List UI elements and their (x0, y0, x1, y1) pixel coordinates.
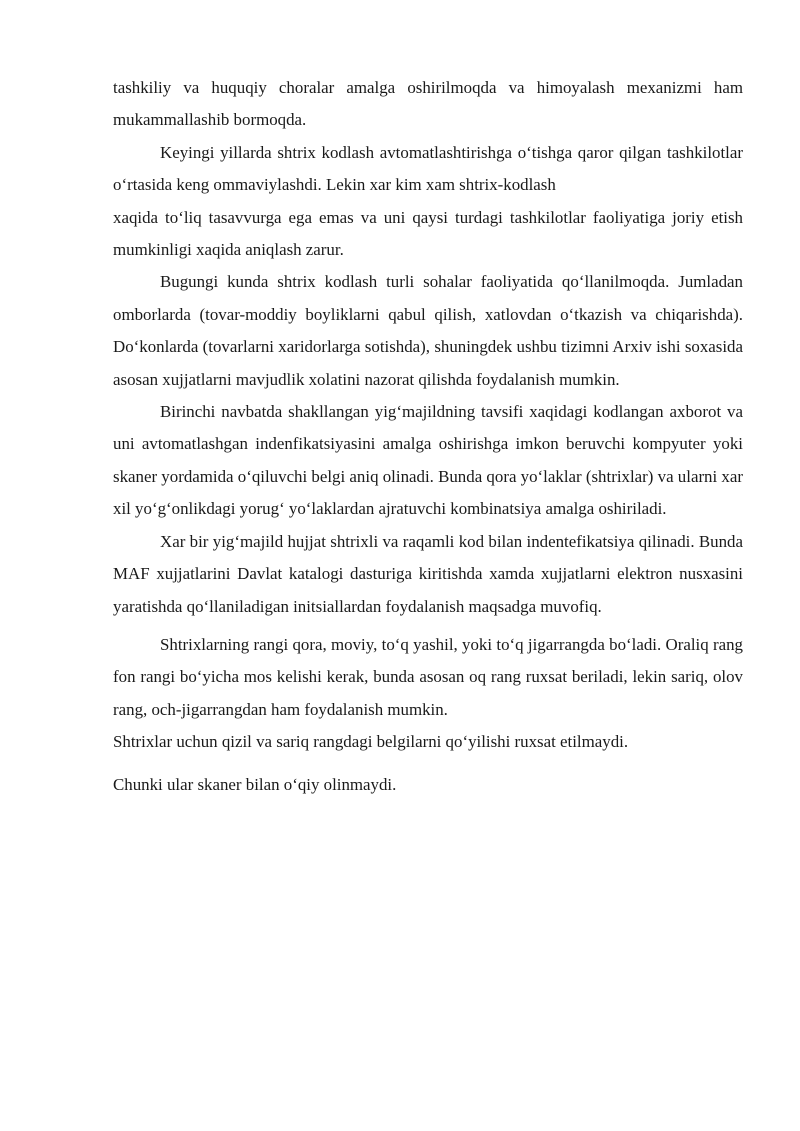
paragraph-8: Shtrixlar uchun qizil va sariq rangdagi belgilarni qo‘yilishi ruxsat etilmaydi. (113, 732, 629, 752)
paragraph-4: Bugungi kunda shtrix kodlash turli sohalar faoliyatida qo‘llanilmoqda. Jumladan omborlarda (tovar-moddiy boyliklarni qabul qilish, xatlovdan o‘tkazish va chiqarishda). Do‘konlarda (tovarlarni xaridorlarga sotishda), shuningdek ushbu tizimni Arxiv ishi soxasida asosan xujjatlarni mavjudlik xolatini nazorat qilishda foydalanish mumkin. (113, 272, 743, 389)
paragraph-5: Birinchi navbatda shakllangan yig‘majildning tavsifi xaqidagi kodlangan axborot va uni avtomatlashgan indenfikatsiyasini amalga oshirishga imkon beruvchi kompyuter yoki skaner yordamida o‘qiluvchi belgi aniq olinadi. Bunda qora yo‘laklar (shtrixlar) va ularni xar xil yo‘g‘onlikdagi yorug‘ yo‘laklardan ajratuvchi kombinatsiya amalga oshiriladi. (113, 402, 743, 519)
document-page (113, 72, 743, 801)
paragraph-7: Shtrixlarning rangi qora, moviy, to‘q yashil, yoki to‘q jigarrangda bo‘ladi. Oraliq rang fon rangi bo‘yicha mos kelishi kerak, bunda asosan oq rang ruxsat beriladi, lekin sariq, olov rang, och-jigarrangdan ham foydalanish mumkin. (113, 634, 743, 719)
paragraph-9: Chunki ular skaner bilan o‘qiy olinmaydi. (113, 774, 397, 794)
paragraph-2: Keyingi yillarda shtrix kodlash avtomatlashtirishga o‘tishga qaror qilgan tashkilotlar o‘rtasida keng ommaviylashdi. Lekin xar kim xam shtrix-kodlash (113, 142, 743, 195)
spacer (113, 759, 743, 769)
paragraph-1: tashkiliy va huquqiy choralar amalga oshirilmoqda va himoyalash mexanizmi ham mukammallashib bormoqda. (113, 78, 743, 130)
paragraph-3: xaqida to‘liq tasavvurga ega emas va uni qaysi turdagi tashkilotlar faoliyatiga joriy etish mumkinligi xaqida aniqlash zarur. (113, 207, 743, 260)
paragraph-6: Xar bir yig‘majild hujjat shtrixli va raqamli kod bilan indentefikatsiya qilinadi. Bunda MAF xujjatlarini Davlat katalogi dasturiga kiritishda xamda xujjatlarni elektron nusxasini yaratishda qo‘llaniladigan initsiallardan foydalanish maqsadga muvofiq. (113, 531, 743, 616)
